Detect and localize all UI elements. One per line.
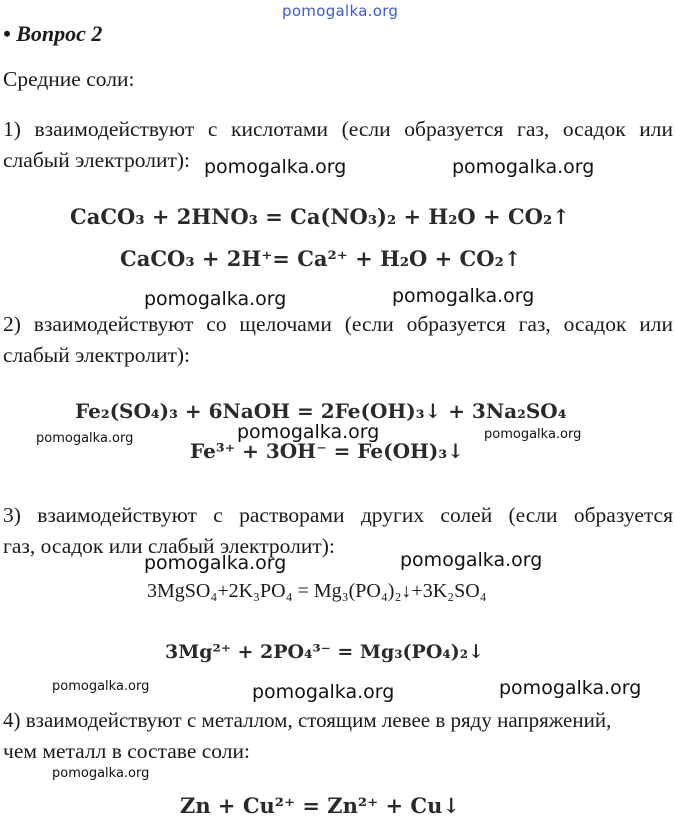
watermark: pomogalka.org (452, 156, 595, 178)
watermark: pomogalka.org (204, 156, 347, 178)
watermark: pomogalka.org (400, 549, 543, 571)
section-4-equation-1: Zn + Cu²⁺ = Zn²⁺ + Cu↓ (180, 793, 460, 818)
question-title: • Вопрос 2 (3, 21, 103, 46)
section-2-line-2: слабый электролит): (3, 343, 190, 367)
watermark: pomogalka.org (392, 285, 535, 307)
watermark: pomogalka.org (144, 552, 287, 574)
section-2-equation-2: Fe³⁺ + 3OH⁻ = Fe(OH)₃↓ (190, 439, 464, 463)
watermark: pomogalka.org (484, 427, 582, 442)
section-3-line-1: 3) взаимодействуют с растворами других солей (если образуется (3, 503, 673, 527)
section-1-line-2: слабый электролит): (3, 148, 190, 172)
intro-text: Средние соли: (3, 67, 135, 91)
section-3-equation-1: 3MgSO₄+2K₃PO₄ = Mg₃(PO₄)₂↓+3K₂SO₄ (147, 580, 487, 602)
watermark: pomogalka.org (237, 421, 380, 443)
watermark: pomogalka.org (52, 679, 150, 694)
section-1-equation-1: CaCO₃ + 2HNO₃ = Ca(NO₃)₂ + H₂O + CO₂↑ (70, 204, 570, 229)
watermark: pomogalka.org (36, 431, 134, 446)
watermark: pomogalka.org (499, 677, 642, 699)
site-header-link[interactable]: pomogalka.org (282, 2, 399, 20)
section-1-equation-2: CaCO₃ + 2H⁺= Ca²⁺ + H₂O + CO₂↑ (120, 246, 522, 271)
section-3-equation-2: 3Mg²⁺ + 2PO₄³⁻ = Mg₃(PO₄)₂↓ (165, 641, 484, 663)
watermark: pomogalka.org (52, 766, 150, 781)
section-1-line-1: 1) взаимодействуют с кислотами (если образуется газ, осадок или (3, 117, 673, 141)
section-2-line-1: 2) взаимодействуют со щелочами (если образуется газ, осадок или (3, 312, 673, 336)
section-4-line-2: чем металл в составе соли: (3, 739, 250, 763)
section-4-line-1: 4) взаимодействуют с металлом, стоящим левее в ряду напряжений, (3, 708, 612, 732)
section-3-line-2: газ, осадок или слабый электролит): (3, 534, 335, 558)
section-2-equation-1: Fe₂(SO₄)₃ + 6NaOH = 2Fe(OH)₃↓ + 3Na₂SO₄ (75, 399, 567, 423)
watermark: pomogalka.org (252, 681, 395, 703)
watermark: pomogalka.org (144, 288, 287, 310)
